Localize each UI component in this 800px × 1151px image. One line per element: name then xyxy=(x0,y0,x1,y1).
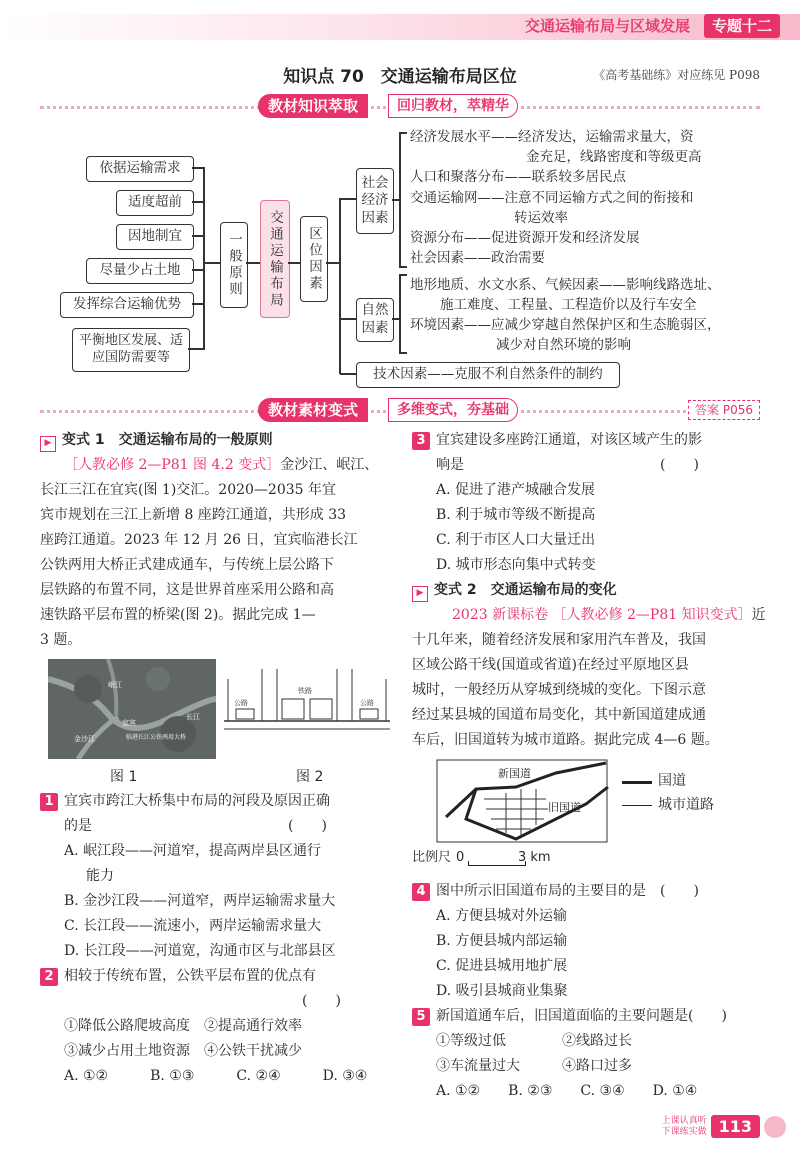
social-item: 社会因素——政治需要 xyxy=(410,250,545,266)
svg-text:旧国道: 旧国道 xyxy=(548,801,581,814)
question-4: 4 图中所示旧国道布局的主要目的是 ( ) A. 方便县城对外运输 B. 方便县城内部运输 C. 促进县城用地扩展 D. 吸引县城商业集聚 xyxy=(412,879,768,1004)
header-title: 交通运输布局与区域发展 xyxy=(524,17,690,35)
svg-text:金沙江: 金沙江 xyxy=(74,735,95,743)
question-3: 3 宜宾建设多座跨江通道，对该区域产生的影 响是 ( ) A. 促进了港产城融合发展 B. 利于城市等级不断提高 C. 利于市区人口大量迁出 D. 城市形态向集中式转变 xyxy=(412,428,768,578)
tech-factor-box: 技术因素——克服不利自然条件的制约 xyxy=(356,362,620,388)
legend-city-road: 城市道路 xyxy=(658,797,714,813)
variant-icon: ▶ xyxy=(40,436,56,452)
social-econ-box: 社会经济因素 xyxy=(356,168,394,234)
natural-item: 减少对自然环境的影响 xyxy=(496,337,631,353)
section-sub: 回归教材，萃精华 xyxy=(388,94,518,118)
social-item: 金充足，线路密度和等级更高 xyxy=(526,149,702,165)
para-line: 公铁两用大桥正式建成通车，与传统上层公路下 xyxy=(40,557,334,573)
social-item: 转运效率 xyxy=(514,210,568,226)
option[interactable]: C. 长江段——流速小，两岸运输需求量大 xyxy=(64,918,322,934)
flower-icon xyxy=(764,1116,786,1138)
knowledge-point-ref: 《高考基础练》对应练见 P098 xyxy=(593,68,760,82)
statement: ③减少占用土地资源 ④公铁干扰减少 xyxy=(64,1043,302,1059)
option[interactable]: D. 城市形态向集中式转变 xyxy=(436,557,596,573)
principle-box: 平衡地区发展、适应国防需要等 xyxy=(72,328,190,372)
option[interactable]: D. 吸引县城商业集聚 xyxy=(436,983,568,999)
statement: ①等级过低 ②线路过长 xyxy=(436,1033,632,1049)
option[interactable]: B. 利于城市等级不断提高 xyxy=(436,507,596,523)
question-1: 1 宜宾市跨江大桥集中布局的河段及原因正确 的是 ( ) A. 岷江段——河道窄，提高两岸县区通行 能力 B. 金沙江段——河道窄，两岸运输需求量大 C. 长江段——流速小，两岸运输需求量大 D. 长江段——河道宽，沟通市区与北部县区 xyxy=(40,789,392,964)
left-column xyxy=(40,428,392,1089)
question-number: 5 xyxy=(412,1008,430,1026)
svg-text:长江: 长江 xyxy=(186,713,200,721)
svg-text:宜宾: 宜宾 xyxy=(122,719,136,727)
variant-icon: ▶ xyxy=(412,586,428,602)
satellite-map-svg xyxy=(48,659,216,759)
option[interactable]: D. 长江段——河道宽，沟通市区与北部县区 xyxy=(64,943,336,959)
question-number: 4 xyxy=(412,883,430,901)
figures-row xyxy=(40,659,392,789)
social-item: 经济发展水平——经济发达，运输需求量大，资 xyxy=(410,129,694,145)
question-5: 5 新国道通车后，旧国道面临的主要问题是( ) ①等级过低 ②线路过长 ③车流量过大 ④路口过多 A. ①② B. ②③ C. ③④ D. ①④ xyxy=(412,1004,768,1104)
answer-ref: 答案 P056 xyxy=(688,400,760,420)
para-line: 层铁路的布置不同，这是世界首座采用公路和高 xyxy=(40,582,334,598)
statement: ③车流量过大 ④路口过多 xyxy=(436,1058,632,1074)
svg-text:岷江: 岷江 xyxy=(108,681,122,689)
para-line: 十几年来，随着经济发展和家用汽车普及，我国 xyxy=(412,632,706,648)
variant-2-heading: ▶ 变式 2 交通运输布局的变化 xyxy=(412,578,768,603)
principle-box: 发挥综合运输优势 xyxy=(60,292,194,318)
section-bar-exercise xyxy=(40,398,760,422)
option[interactable]: B. 金沙江段——河道窄，两岸运输需求量大 xyxy=(64,893,336,909)
variant-1-heading: ▶ 变式 1 交通运输布局的一般原则 xyxy=(40,428,392,453)
natural-item: 施工难度、工程量、工程造价以及行车安全 xyxy=(440,297,697,313)
option-row[interactable]: A. ①② B. ②③ C. ③④ D. ①④ xyxy=(436,1083,698,1099)
scale-zero: 0 xyxy=(456,850,465,865)
section-bar-knowledge xyxy=(40,94,760,118)
natural-item: 环境因素——应减少穿越自然保护区和生态脆弱区， xyxy=(410,317,721,333)
page-number: 113 xyxy=(711,1115,760,1138)
para-line: 速铁路平层布置的桥梁(图 2)。据此完成 1— xyxy=(40,607,316,623)
general-principles-box: 一般原则 xyxy=(220,222,248,308)
exam-source: 2023 新课标卷 xyxy=(452,607,549,623)
svg-text:公路: 公路 xyxy=(234,699,248,707)
variant-1-source: ［人教必修 2—P81 图 4.2 变式］ xyxy=(64,457,281,473)
principle-box: 尽量少占土地 xyxy=(86,258,194,284)
social-item: 交通运输网——注意不同运输方式之间的衔接和 xyxy=(410,190,694,206)
para-line: 座跨江通道。2023 年 12 月 26 日，宜宾临港长江 xyxy=(40,532,358,548)
question-number: 1 xyxy=(40,793,58,811)
center-box: 交通运输布局 xyxy=(260,200,290,318)
svg-text:铁路: 铁路 xyxy=(298,687,312,695)
factors-box: 区位因素 xyxy=(300,216,328,302)
question-2: 2 相较于传统布置，公铁平层布置的优点有 ( ) ①降低公路爬坡高度 ②提高通行效率 ③减少占用土地资源 ④公铁干扰减少 A. ①② B. ①③ C. ②④ D. ③④ xyxy=(40,964,392,1089)
para-line: 金沙江、岷江、 xyxy=(280,457,379,473)
svg-text:新国道: 新国道 xyxy=(498,767,531,780)
right-column: 3 宜宾建设多座跨江通道，对该区域产生的影 响是 ( ) A. 促进了港产城融合发展 B. 利于城市等级不断提高 C. 利于市区人口大量迁出 D. 城市形态向集中式转变 ▶ 变式 2 交通运输布局的变化 2023 新课标卷 ［人教必修 2—P81 知识变式］近 十几年来，随着经济发展和家用汽车普及，我国 区域公路干线(国道或省道)在经过平原地区县 城时，一般经历从穿城到绕城的变化。下图示意 经过某县城的国道布局变化，其中新国道建成通 车后，旧国道转为城市道路。据此完成 4—6 题。 新国道 旧国道 国道 城市道路 比例尺 0 3 km 4 图中所示旧国道布局的主要目的是 ( ) A. 方便县城对外运输 B. 方便县城内部运输 C. 促进县城用地扩展 D. 吸引县城商业集聚 5 新国道通车后，旧国道面临的主要问题是( ) ①等级过低 ②线路过长 ③车流量过大 ④路口过多 A. ①② B. ②③ C. ③④ D. ①④ xyxy=(412,428,768,1104)
bridge-section xyxy=(222,659,392,759)
section-pill: 教材素材变式 xyxy=(258,398,368,422)
para-line: 经过某县城的国道布局变化，其中新国道建成通 xyxy=(412,707,706,723)
section-sub: 多维变式，夯基础 xyxy=(388,398,518,422)
para-line: 长江三江在宜宾(图 1)交汇。2020—2035 年宜 xyxy=(40,482,336,498)
footer-slogan: 上课认真听 下课练实做 xyxy=(661,1115,707,1137)
option[interactable]: C. 促进县城用地扩展 xyxy=(436,958,568,974)
page-footer xyxy=(662,1115,786,1143)
svg-text:公路: 公路 xyxy=(360,699,374,707)
scale-label: 比例尺 xyxy=(412,850,452,865)
para-line: 3 题。 xyxy=(40,632,82,648)
option[interactable]: A. 促进了港产城融合发展 xyxy=(436,482,596,498)
para-line: 城时，一般经历从穿城到绕城的变化。下图示意 xyxy=(412,682,706,698)
question-number: 3 xyxy=(412,432,430,450)
para-line: 宾市规划在三江上新增 8 座跨江通道，共形成 33 xyxy=(40,507,347,523)
natural-item: 地形地质、水文水系、气候因素——影响线路选址、 xyxy=(410,277,721,293)
svg-text:临港长江公铁两用大桥: 临港长江公铁两用大桥 xyxy=(126,734,187,741)
social-item: 人口和聚落分布——联系较多居民点 xyxy=(410,169,626,185)
option[interactable]: B. 方便县城内部运输 xyxy=(436,933,568,949)
legend-national-road-swatch xyxy=(622,781,652,784)
natural-box: 自然因素 xyxy=(356,298,394,342)
statement: ①降低公路爬坡高度 ②提高通行效率 xyxy=(64,1018,302,1034)
option[interactable]: C. 利于市区人口大量迁出 xyxy=(436,532,596,548)
satellite-map xyxy=(48,659,216,759)
page-header xyxy=(0,0,800,44)
legend-city-road-swatch xyxy=(622,805,652,806)
social-item: 资源分布——促进资源开发和经济发展 xyxy=(410,230,640,246)
figure-1-caption: 图 1 xyxy=(110,769,138,785)
legend-national-road: 国道 xyxy=(658,773,686,789)
option[interactable]: 能力 xyxy=(86,868,114,884)
principle-box: 因地制宜 xyxy=(116,224,194,250)
option[interactable]: A. 岷江段——河道窄，提高两岸县区通行 xyxy=(64,843,322,859)
figure-2-caption: 图 2 xyxy=(296,769,324,785)
variant-2-source: ［人教必修 2—P81 知识变式］ xyxy=(552,607,752,623)
para-line: 区域公路干线(国道或省道)在经过平原地区县 xyxy=(412,657,689,673)
knowledge-point-title: 知识点 70 交通运输布局区位 xyxy=(283,67,517,87)
option[interactable]: A. 方便县城对外运输 xyxy=(436,908,568,924)
question-number: 2 xyxy=(40,968,58,986)
section-pill: 教材知识萃取 xyxy=(258,94,368,118)
bridge-section-svg xyxy=(222,659,392,759)
header-tag: 专题十二 xyxy=(704,14,780,38)
para-line: 车后，旧国道转为城市道路。据此完成 4—6 题。 xyxy=(412,732,719,748)
option-row[interactable]: A. ①② B. ①③ C. ②④ D. ③④ xyxy=(64,1068,368,1084)
road-map-figure xyxy=(412,759,768,879)
scale-max: 3 km xyxy=(518,850,551,865)
principle-box: 适度超前 xyxy=(116,190,194,216)
principle-box: 依据运输需求 xyxy=(86,156,194,182)
